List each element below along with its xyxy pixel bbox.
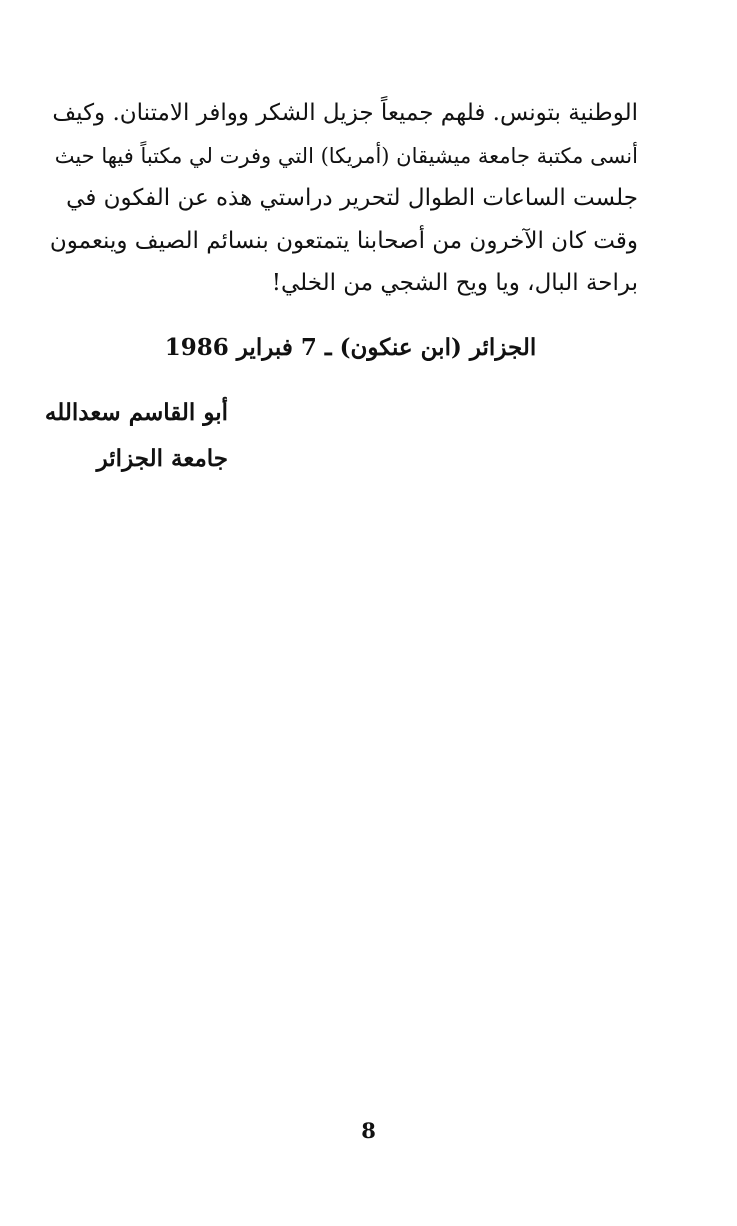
paragraph-line: جلست الساعات الطوال لتحرير دراستي هذه عن الفكون في	[66, 185, 638, 211]
author-name: أبو القاسم سعدالله	[44, 399, 228, 426]
preface-paragraph	[48, 92, 638, 305]
place-date-text: الجزائر (ابن عنكون) ـ 7 فبراير 1986	[164, 334, 537, 361]
author-affiliation: جامعة الجزائر	[96, 445, 228, 472]
place-date-line	[0, 328, 737, 368]
paragraph-line: الوطنية بتونس. فلهم جميعاً جزيل الشكر ووافر الامتنان. وكيف	[52, 100, 638, 126]
page-number: 8	[361, 1118, 376, 1143]
paragraph-line: براحة البال، ويا ويح الشجي من الخلي!	[271, 270, 638, 296]
paragraph-line: أنسى مكتبة جامعة ميشيقان (أمريكا) التي وفرت لي مكتباً فيها حيث	[54, 143, 638, 168]
paragraph-line: وقت كان الآخرون من أصحابنا يتمتعون بنسائم الصيف وينعمون	[49, 227, 638, 254]
author-signature	[0, 390, 228, 482]
